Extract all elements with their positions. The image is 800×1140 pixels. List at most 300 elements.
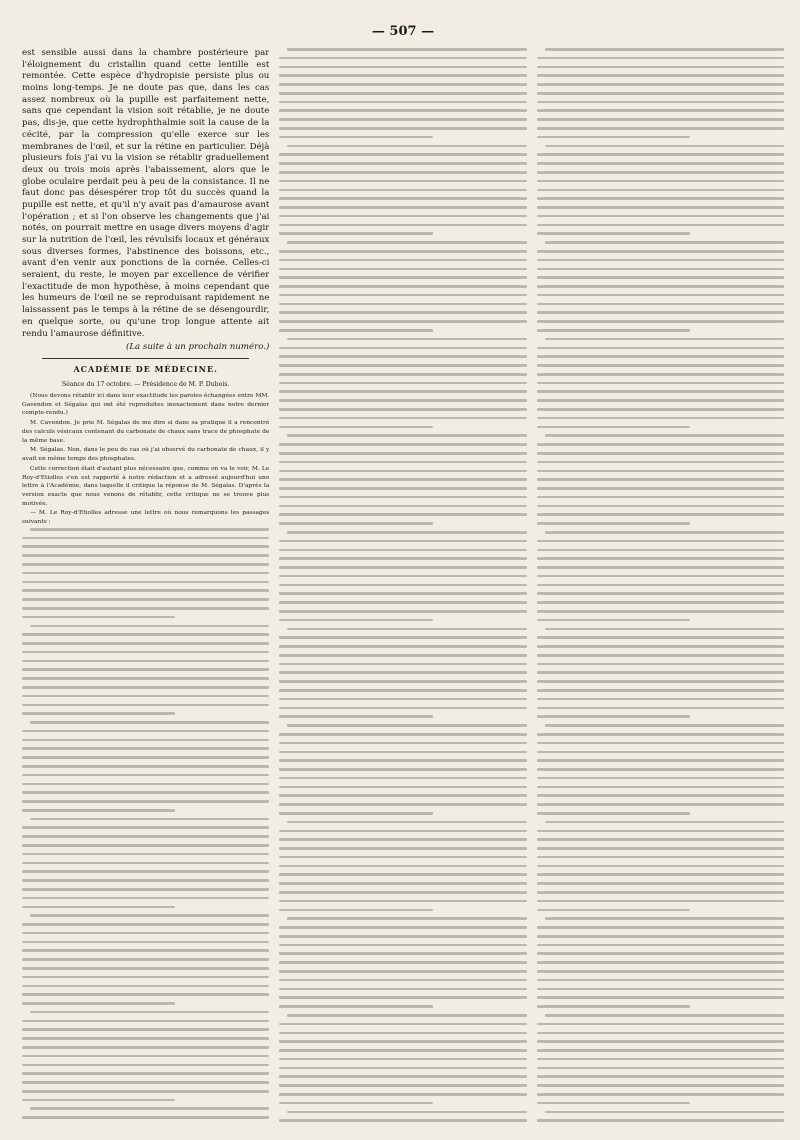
column-3 xyxy=(537,48,784,1128)
text-line xyxy=(537,461,784,464)
text-line xyxy=(22,607,269,610)
session-line: Séance du 17 octobre. — Présidence de M. P. Dubois. xyxy=(61,380,230,388)
text-line xyxy=(279,250,526,253)
text-line xyxy=(279,944,526,947)
text-line xyxy=(279,408,526,411)
text-line xyxy=(22,545,269,548)
text-line xyxy=(537,1093,784,1096)
text-line xyxy=(537,909,690,912)
text-line xyxy=(279,285,526,288)
text-line xyxy=(22,581,269,584)
text-line xyxy=(22,695,269,698)
text-line xyxy=(537,540,784,543)
text-line xyxy=(537,276,784,279)
text-line xyxy=(545,724,784,727)
text-line xyxy=(279,786,526,789)
text-line xyxy=(279,373,526,376)
text-line xyxy=(279,584,526,587)
text-line xyxy=(279,742,526,745)
text-line xyxy=(537,259,784,262)
text-line xyxy=(279,101,526,104)
text-line xyxy=(537,197,784,200)
text-line xyxy=(22,923,269,926)
text-line xyxy=(22,932,269,935)
text-line xyxy=(30,818,269,821)
text-line xyxy=(279,996,526,999)
text-line xyxy=(537,1067,784,1070)
text-line xyxy=(22,949,269,952)
text-line xyxy=(279,970,526,973)
text-line xyxy=(279,794,526,797)
text-line xyxy=(279,689,526,692)
text-line xyxy=(537,759,784,762)
text-line xyxy=(22,1116,269,1119)
text-line xyxy=(537,1023,784,1026)
text-line xyxy=(279,118,526,121)
text-line xyxy=(537,382,784,385)
text-line xyxy=(279,505,526,508)
text-line xyxy=(287,338,526,341)
text-line xyxy=(537,355,784,358)
body-paragraph: M. Cavendon. Je prie M. Ségalas de me dire si dans sa pratique il a rencontré des calculs vésicaux contenant du carbonate de chaux sans trace de phosphate de la même base. xyxy=(22,420,270,444)
text-line xyxy=(279,311,526,314)
text-line xyxy=(22,976,269,979)
text-line xyxy=(279,961,526,964)
page-number: — 507 — xyxy=(371,23,435,39)
text-line xyxy=(537,153,784,156)
text-line xyxy=(279,979,526,982)
text-line xyxy=(30,1011,269,1014)
text-line xyxy=(279,900,526,903)
text-line xyxy=(537,487,784,490)
text-line xyxy=(537,794,784,797)
text-line xyxy=(279,891,526,894)
text-line xyxy=(537,882,784,885)
text-line xyxy=(537,1040,784,1043)
text-line xyxy=(287,1111,526,1114)
text-line xyxy=(22,765,269,768)
text-line xyxy=(287,821,526,824)
text-line xyxy=(22,756,269,759)
text-line xyxy=(279,759,526,762)
text-line xyxy=(287,434,526,437)
text-line xyxy=(537,988,784,991)
text-line xyxy=(22,563,269,566)
text-line xyxy=(279,478,526,481)
text-line xyxy=(30,625,269,628)
text-line xyxy=(537,66,784,69)
text-line xyxy=(537,478,784,481)
text-line xyxy=(22,791,269,794)
text-line xyxy=(537,996,784,999)
text-line xyxy=(22,1081,269,1084)
text-line xyxy=(279,1093,526,1096)
text-line xyxy=(537,636,784,639)
text-line xyxy=(537,171,784,174)
text-line xyxy=(22,993,269,996)
text-line xyxy=(279,882,526,885)
text-line xyxy=(279,426,432,429)
column-1 xyxy=(22,48,269,1128)
text-line xyxy=(279,1040,526,1043)
text-line xyxy=(22,1020,269,1023)
text-line xyxy=(537,311,784,314)
text-line xyxy=(537,329,690,332)
text-line xyxy=(22,739,269,742)
text-line xyxy=(537,654,784,657)
text-line xyxy=(287,531,526,534)
text-line xyxy=(279,355,526,358)
text-lines-placeholder xyxy=(537,48,784,1122)
text-line xyxy=(537,74,784,77)
text-line xyxy=(279,1119,526,1122)
text-line xyxy=(287,241,526,244)
text-line xyxy=(279,733,526,736)
text-line xyxy=(22,1064,269,1067)
text-line xyxy=(279,259,526,262)
text-line xyxy=(545,145,784,148)
text-line xyxy=(537,1058,784,1061)
text-line xyxy=(537,522,690,525)
text-line xyxy=(22,677,269,680)
text-line xyxy=(279,566,526,569)
text-line xyxy=(279,452,526,455)
text-line xyxy=(279,952,526,955)
text-line xyxy=(22,747,269,750)
text-line xyxy=(537,303,784,306)
text-line xyxy=(22,826,269,829)
text-line xyxy=(22,554,269,557)
text-line xyxy=(30,1107,269,1110)
section-title: ACADÉMIE DE MÉDECINE. xyxy=(73,363,218,374)
text-line xyxy=(537,83,784,86)
text-lines-placeholder xyxy=(279,48,526,1122)
text-line xyxy=(537,285,784,288)
text-line xyxy=(22,844,269,847)
text-line xyxy=(22,730,269,733)
text-line xyxy=(22,1028,269,1031)
text-line xyxy=(279,109,526,112)
text-line xyxy=(22,870,269,873)
text-line xyxy=(279,838,526,841)
text-line xyxy=(279,206,526,209)
text-line xyxy=(279,215,526,218)
text-line xyxy=(545,531,784,534)
text-line xyxy=(537,645,784,648)
text-line xyxy=(537,109,784,112)
text-line xyxy=(537,320,784,323)
text-line xyxy=(545,1014,784,1017)
text-line xyxy=(279,496,526,499)
text-line xyxy=(537,136,690,139)
text-line xyxy=(22,642,269,645)
text-line xyxy=(279,909,432,912)
text-line xyxy=(279,268,526,271)
text-line xyxy=(537,584,784,587)
text-line xyxy=(537,900,784,903)
text-line xyxy=(22,1099,175,1102)
text-line xyxy=(30,914,269,917)
text-line xyxy=(537,408,784,411)
text-line xyxy=(22,598,269,601)
text-line xyxy=(279,680,526,683)
text-line xyxy=(279,136,432,139)
text-line xyxy=(279,320,526,323)
text-line xyxy=(279,1005,432,1008)
text-line xyxy=(279,549,526,552)
text-line xyxy=(537,751,784,754)
text-line xyxy=(537,742,784,745)
text-line xyxy=(537,935,784,938)
text-line xyxy=(279,443,526,446)
text-line xyxy=(22,958,269,961)
text-line xyxy=(22,712,175,715)
text-line xyxy=(279,382,526,385)
text-line xyxy=(537,786,784,789)
text-line xyxy=(537,127,784,130)
text-line xyxy=(537,566,784,569)
text-line xyxy=(537,347,784,350)
text-line xyxy=(545,434,784,437)
text-line xyxy=(279,522,432,525)
text-line xyxy=(545,628,784,631)
text-line xyxy=(279,180,526,183)
text-line xyxy=(537,592,784,595)
text-line xyxy=(537,1032,784,1035)
text-line xyxy=(537,856,784,859)
text-line xyxy=(287,628,526,631)
text-line xyxy=(537,557,784,560)
body-paragraph: M. Ségalas. Non, dans le peu de cas où j'ai observé du carbonate de chaux, il y avait en même temps des phosphates. xyxy=(22,447,270,463)
text-line xyxy=(537,215,784,218)
text-line xyxy=(30,721,269,724)
text-line xyxy=(279,645,526,648)
text-line xyxy=(287,1014,526,1017)
text-line xyxy=(279,83,526,86)
text-line xyxy=(22,967,269,970)
text-line xyxy=(279,540,526,543)
text-line xyxy=(279,1075,526,1078)
text-line xyxy=(537,812,690,815)
text-line xyxy=(279,873,526,876)
text-line xyxy=(545,821,784,824)
text-line xyxy=(279,988,526,991)
text-line xyxy=(537,803,784,806)
text-line xyxy=(279,768,526,771)
text-line xyxy=(22,1002,175,1005)
text-line xyxy=(279,74,526,77)
text-line xyxy=(537,698,784,701)
text-line xyxy=(537,689,784,692)
text-line xyxy=(22,1037,269,1040)
text-line xyxy=(537,663,784,666)
text-line xyxy=(279,1058,526,1061)
text-line xyxy=(537,92,784,95)
text-line xyxy=(279,1102,432,1105)
text-line xyxy=(22,783,269,786)
text-line xyxy=(537,619,690,622)
text-line xyxy=(22,1046,269,1049)
text-line xyxy=(279,197,526,200)
text-line xyxy=(279,224,526,227)
text-line xyxy=(537,873,784,876)
to-be-continued-note: (La suite à un prochain numéro.) xyxy=(126,342,270,353)
column-2 xyxy=(279,48,526,1128)
text-line xyxy=(537,926,784,929)
text-line xyxy=(537,294,784,297)
text-line xyxy=(279,803,526,806)
text-line xyxy=(279,654,526,657)
text-line xyxy=(22,800,269,803)
text-line xyxy=(22,1090,269,1093)
text-line xyxy=(279,926,526,929)
text-line xyxy=(279,557,526,560)
text-line xyxy=(279,399,526,402)
text-line xyxy=(537,680,784,683)
text-line xyxy=(22,651,269,654)
text-line xyxy=(22,616,175,619)
text-line xyxy=(279,812,432,815)
text-line xyxy=(279,470,526,473)
three-column-layout xyxy=(22,48,784,1128)
text-line xyxy=(537,961,784,964)
text-line xyxy=(279,707,526,710)
text-line xyxy=(545,48,784,51)
text-line xyxy=(537,777,784,780)
text-line xyxy=(279,276,526,279)
text-line xyxy=(537,575,784,578)
text-line xyxy=(279,636,526,639)
text-line xyxy=(30,528,269,531)
text-line xyxy=(279,1067,526,1070)
text-line xyxy=(537,847,784,850)
text-line xyxy=(545,1111,784,1114)
text-line xyxy=(279,1032,526,1035)
text-line xyxy=(537,505,784,508)
text-line xyxy=(279,671,526,674)
text-line xyxy=(279,847,526,850)
text-line xyxy=(537,768,784,771)
text-line xyxy=(22,1055,269,1058)
article-continuation xyxy=(22,48,269,340)
text-line xyxy=(22,572,269,575)
text-line xyxy=(537,944,784,947)
text-line xyxy=(22,888,269,891)
text-line xyxy=(537,1119,784,1122)
body-paragraph: Cette correction était d'autant plus nécessaire que, comme on va le voir, M. Le Roy-d'Etiolles s'en est rapporté à notre rédaction et a adressé aujourd'hui une lettre à l'Académie, dans laquelle il critique la réponse de M. Ségalas. D'après la version exacte que nous venons de rétablir, cette critique ne se trouve plus motivée. xyxy=(22,465,270,507)
text-line xyxy=(537,443,784,446)
text-line xyxy=(279,303,526,306)
text-line xyxy=(279,592,526,595)
text-line xyxy=(22,809,175,812)
text-line xyxy=(22,1072,269,1075)
text-line xyxy=(537,268,784,271)
text-line xyxy=(537,1084,784,1087)
text-line xyxy=(287,48,526,51)
text-line xyxy=(279,575,526,578)
text-line xyxy=(22,985,269,988)
text-line xyxy=(279,610,526,613)
text-line xyxy=(279,66,526,69)
text-line xyxy=(279,57,526,60)
text-line xyxy=(537,513,784,516)
text-lines-placeholder xyxy=(22,528,269,1119)
text-line xyxy=(279,865,526,868)
text-line xyxy=(22,853,269,856)
text-line xyxy=(279,777,526,780)
text-line xyxy=(537,733,784,736)
text-line xyxy=(279,619,432,622)
text-line xyxy=(279,189,526,192)
text-line xyxy=(279,417,526,420)
text-line xyxy=(279,1084,526,1087)
text-line xyxy=(537,224,784,227)
text-line xyxy=(537,952,784,955)
text-line xyxy=(279,513,526,516)
text-line xyxy=(22,906,175,909)
text-line xyxy=(537,232,690,235)
text-line xyxy=(22,537,269,540)
body-paragraph: (Nous devons rétablir ici dans leur exactitude les paroles échangées entre MM. Gavendon et Ségalas qui ont été reproduites inexactement dans notre dernier compte-rendu.) xyxy=(22,392,270,417)
text-line xyxy=(537,838,784,841)
text-line xyxy=(287,145,526,148)
text-line xyxy=(537,101,784,104)
text-line xyxy=(279,162,526,165)
text-line xyxy=(279,1049,526,1052)
text-line xyxy=(279,663,526,666)
text-line xyxy=(287,917,526,920)
text-line xyxy=(22,862,269,865)
text-line xyxy=(279,487,526,490)
text-line xyxy=(279,171,526,174)
text-line xyxy=(537,601,784,604)
text-line xyxy=(22,897,269,900)
text-line xyxy=(537,189,784,192)
text-line xyxy=(537,57,784,60)
text-line xyxy=(537,470,784,473)
lead-paragraph: est sensible aussi dans la chambre postérieure par l'éloignement du cristallin quand cette lentille est remontée. Cette espèce d'hydropisie persiste plus ou moins long-temps. Je ne doute pas que, dans les cas assez nombreux où la pupille est parfaitement nette, sans que cependant la vision soit rétablie, je ne doute pas, dis-je, que cette hydrophthalmie soit la cause de la cécité, par la compression qu'elle exerce sur les membranes de l'œil, et sur la rétine en particulier. Déjà plusieurs fois j'ai vu la vision se rétablir graduellement deux ou trois mois après l'abaissement, alors que le globe oculaire perdait peu à peu de la consistance. Il ne faut donc pas désespérer trop tôt du succès quand la pupille est nette, et qu'il n'y avait pas d'amaurose avant l'opération ; et si l'on observe les changements que j'ai notés, on pourrait mettre en usage divers moyens d'agir sur la nutrition de l'œil, les révulsifs locaux et généraux sous diverses formes, l'abstinence des boissons, etc., avant d'en venir aux ponctions de la cornée. Celles-ci seraient, du reste, le moyen par excellence de vérifier l'exactitude de mon hypothèse, à moins cependant que les humeurs de l'œil ne se reproduisant rapidement ne laissassent pas le temps à la rétine de se désengourdir, en quelque sorte, ou qu'une trop longue attente ait rendu l'amaurose définitive. xyxy=(22,48,270,339)
text-line xyxy=(537,671,784,674)
text-line xyxy=(537,970,784,973)
text-line xyxy=(537,1102,690,1105)
text-line xyxy=(22,941,269,944)
text-line xyxy=(279,1023,526,1026)
text-line xyxy=(279,856,526,859)
text-line xyxy=(22,835,269,838)
text-line xyxy=(537,364,784,367)
text-line xyxy=(537,865,784,868)
text-line xyxy=(537,180,784,183)
text-line xyxy=(545,338,784,341)
text-line xyxy=(279,347,526,350)
body-paragraph: — M. Le Roy-d'Etiolles adresse une lettre où nous remarquons les passages suivants : xyxy=(22,510,270,526)
text-line xyxy=(537,452,784,455)
text-line xyxy=(22,589,269,592)
text-line xyxy=(537,1005,690,1008)
text-line xyxy=(279,698,526,701)
text-line xyxy=(279,153,526,156)
text-line xyxy=(22,660,269,663)
text-line xyxy=(279,127,526,130)
text-line xyxy=(279,751,526,754)
text-line xyxy=(537,399,784,402)
text-line xyxy=(279,294,526,297)
text-line xyxy=(537,979,784,982)
text-line xyxy=(545,917,784,920)
text-line xyxy=(537,373,784,376)
text-line xyxy=(537,162,784,165)
text-line xyxy=(545,241,784,244)
